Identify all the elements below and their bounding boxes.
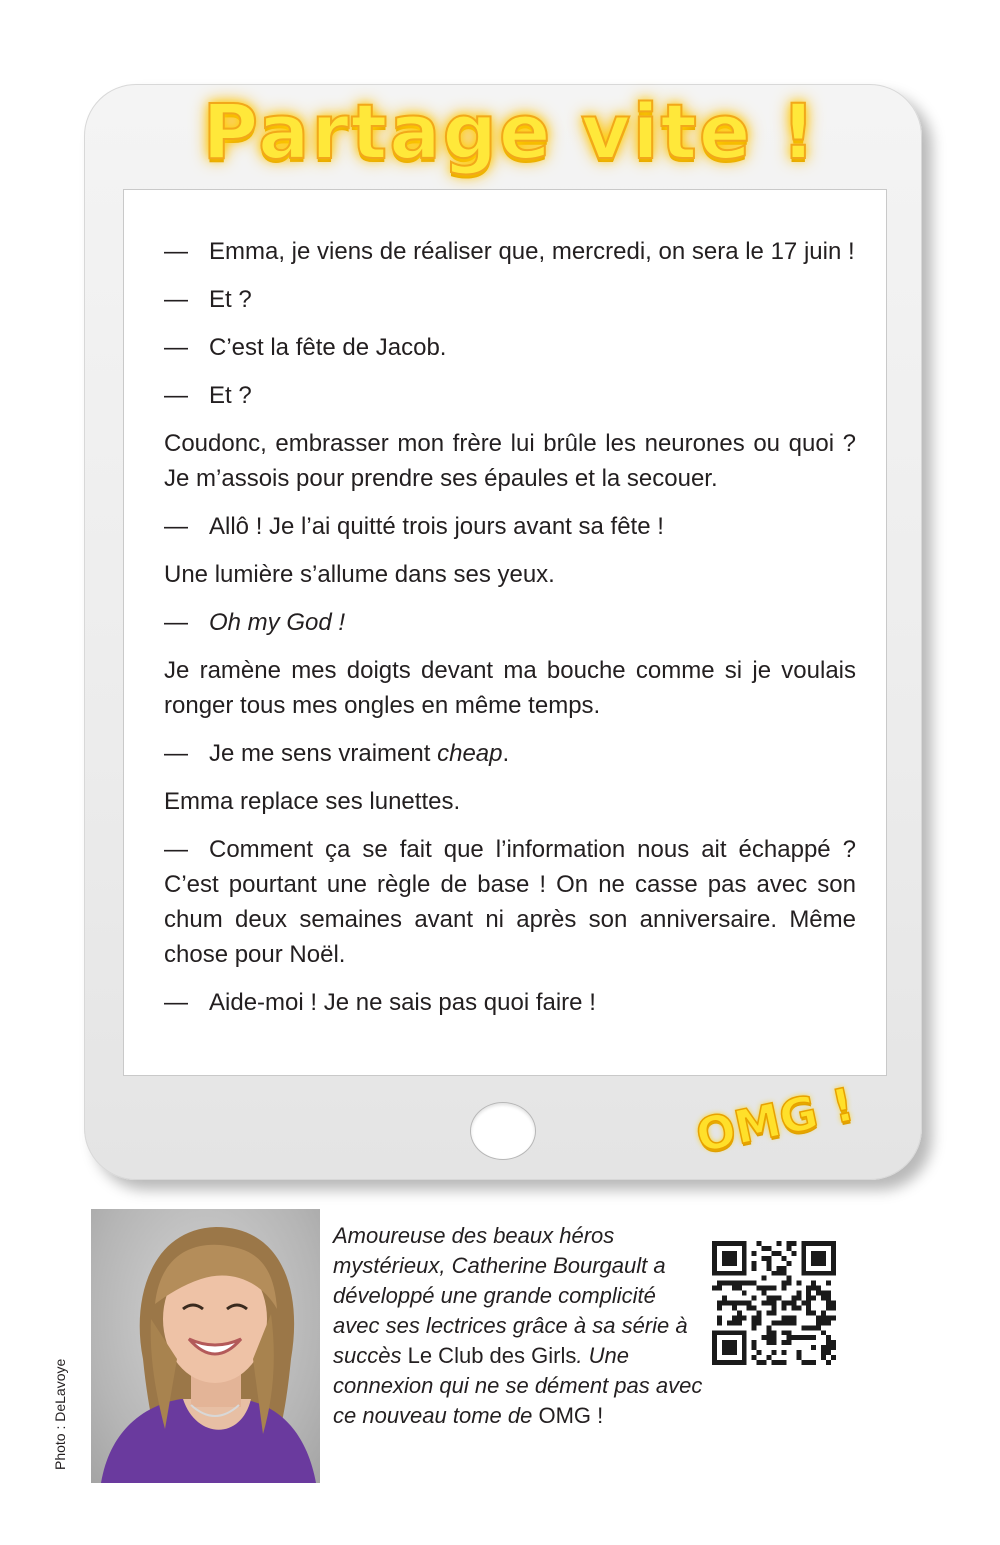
dialogue-text: Coudonc, embrasser mon frère lui brûle les neurones ou quoi ? Je m’assois pour prendre ses épaules et la secouer. xyxy=(164,430,856,492)
qr-module xyxy=(806,1296,811,1301)
qr-module xyxy=(826,1345,831,1350)
dialogue-text: Aide-moi ! Je ne sais pas quoi faire ! xyxy=(209,989,596,1016)
qr-module xyxy=(811,1325,816,1330)
qr-module xyxy=(757,1286,762,1291)
qr-module xyxy=(791,1315,796,1320)
qr-module xyxy=(742,1315,747,1320)
qr-module xyxy=(772,1350,777,1355)
qr-module xyxy=(781,1256,786,1261)
qr-module xyxy=(767,1340,772,1345)
qr-module xyxy=(757,1360,762,1365)
qr-module xyxy=(772,1310,777,1315)
qr-module xyxy=(722,1296,727,1301)
qr-module xyxy=(786,1281,791,1286)
dialogue-dash: — xyxy=(164,836,188,863)
dialogue-dash: — xyxy=(164,513,188,540)
qr-module xyxy=(811,1296,816,1301)
qr-module xyxy=(767,1310,772,1315)
qr-module xyxy=(801,1360,806,1365)
qr-module xyxy=(747,1301,752,1306)
qr-module xyxy=(786,1320,791,1325)
qr-module xyxy=(747,1281,752,1286)
qr-module xyxy=(806,1310,811,1315)
qr-module xyxy=(737,1320,742,1325)
qr-module xyxy=(737,1315,742,1320)
qr-module xyxy=(821,1355,826,1360)
qr-module xyxy=(772,1320,777,1325)
qr-module xyxy=(732,1281,737,1286)
tablet-screen xyxy=(123,189,887,1076)
qr-module xyxy=(831,1355,836,1360)
qr-module xyxy=(801,1335,806,1340)
dialogue-text: Allô ! Je l’ai quitté trois jours avant sa fête ! xyxy=(209,513,664,540)
qr-module xyxy=(786,1330,791,1335)
qr-module xyxy=(781,1271,786,1276)
qr-module xyxy=(821,1291,826,1296)
qr-module xyxy=(767,1335,772,1340)
dialogue-text: Emma replace ses lunettes. xyxy=(164,788,461,815)
qr-module xyxy=(717,1320,722,1325)
qr-module xyxy=(826,1360,831,1365)
photo-credit: Photo : DeLavoye xyxy=(52,1358,68,1470)
dialogue-text: Une lumière s’allume dans ses yeux. xyxy=(164,561,555,588)
qr-module xyxy=(712,1286,717,1291)
dialogue-paragraph xyxy=(164,653,856,723)
qr-module xyxy=(722,1301,727,1306)
qr-module xyxy=(752,1325,757,1330)
qr-module xyxy=(772,1286,777,1291)
dialogue-dash: — xyxy=(164,382,188,409)
qr-module xyxy=(806,1291,811,1296)
qr-module xyxy=(772,1330,777,1335)
qr-module xyxy=(811,1310,816,1315)
qr-module xyxy=(776,1320,781,1325)
qr-module xyxy=(796,1305,801,1310)
dialogue-paragraph xyxy=(164,426,856,496)
dialogue-paragraph xyxy=(164,605,856,640)
qr-module xyxy=(727,1301,732,1306)
qr-module xyxy=(806,1305,811,1310)
dialogue-dash: — xyxy=(164,286,188,313)
qr-module xyxy=(767,1330,772,1335)
qr-module xyxy=(811,1286,816,1291)
dialogue-paragraph xyxy=(164,784,856,819)
dialogue-dash: — xyxy=(164,740,188,767)
qr-module xyxy=(786,1261,791,1266)
qr-module xyxy=(791,1241,796,1246)
qr-module xyxy=(767,1266,772,1271)
bio-text-part3: ! xyxy=(591,1403,604,1428)
qr-module xyxy=(801,1325,806,1330)
qr-module xyxy=(752,1261,757,1266)
qr-module xyxy=(806,1325,811,1330)
qr-module xyxy=(781,1350,786,1355)
home-button-icon xyxy=(470,1102,536,1160)
qr-module xyxy=(781,1330,786,1335)
dialogue-text: Et ? xyxy=(209,382,252,409)
qr-module xyxy=(806,1301,811,1306)
qr-module xyxy=(767,1301,772,1306)
qr-module xyxy=(737,1286,742,1291)
qr-module xyxy=(816,1286,821,1291)
qr-module xyxy=(772,1296,777,1301)
qr-module xyxy=(826,1291,831,1296)
qr-module xyxy=(727,1320,732,1325)
qr-module xyxy=(767,1296,772,1301)
qr-module xyxy=(781,1320,786,1325)
qr-module xyxy=(791,1301,796,1306)
dialogue-paragraph xyxy=(164,282,856,317)
qr-module xyxy=(752,1320,757,1325)
qr-module xyxy=(776,1360,781,1365)
qr-module xyxy=(811,1345,816,1350)
dialogue-text: Je me sens vraiment xyxy=(209,740,438,767)
qr-module xyxy=(767,1246,772,1251)
qr-module xyxy=(767,1286,772,1291)
qr-module xyxy=(732,1320,737,1325)
author-portrait-image xyxy=(91,1209,320,1483)
qr-module xyxy=(717,1301,722,1306)
qr-module xyxy=(762,1301,767,1306)
bio-book-title: OMG xyxy=(538,1403,592,1428)
qr-module xyxy=(796,1291,801,1296)
qr-code-icon[interactable] xyxy=(712,1241,836,1365)
qr-module xyxy=(831,1301,836,1306)
dialogue-paragraph xyxy=(164,330,856,365)
qr-module xyxy=(821,1315,826,1320)
dialogue-italic: Oh my God ! xyxy=(209,609,346,636)
qr-module xyxy=(786,1315,791,1320)
qr-module xyxy=(772,1271,777,1276)
qr-module xyxy=(826,1340,831,1345)
qr-module xyxy=(796,1281,801,1286)
qr-module xyxy=(737,1310,742,1315)
qr-module xyxy=(762,1360,767,1365)
qr-module xyxy=(752,1281,757,1286)
qr-module xyxy=(821,1345,826,1350)
qr-module xyxy=(781,1360,786,1365)
qr-module xyxy=(776,1251,781,1256)
qr-module xyxy=(816,1320,821,1325)
dialogue-dash: — xyxy=(164,609,188,636)
qr-module xyxy=(806,1335,811,1340)
qr-module xyxy=(781,1281,786,1286)
qr-module xyxy=(791,1296,796,1301)
qr-module xyxy=(826,1305,831,1310)
qr-module xyxy=(811,1335,816,1340)
qr-module xyxy=(791,1251,796,1256)
dialogue-paragraph xyxy=(164,557,856,592)
omg-logo: OMG ! xyxy=(691,1076,859,1164)
qr-module xyxy=(752,1266,757,1271)
qr-module xyxy=(752,1315,757,1320)
qr-module xyxy=(796,1350,801,1355)
qr-module xyxy=(772,1251,777,1256)
qr-module xyxy=(791,1335,796,1340)
qr-module xyxy=(752,1305,757,1310)
qr-module xyxy=(821,1350,826,1355)
qr-module xyxy=(767,1355,772,1360)
qr-module xyxy=(806,1360,811,1365)
qr-module xyxy=(762,1246,767,1251)
dialogue-excerpt xyxy=(164,234,856,1033)
qr-module xyxy=(826,1335,831,1340)
qr-module xyxy=(772,1301,777,1306)
qr-module xyxy=(786,1335,791,1340)
dialogue-paragraph xyxy=(164,832,856,972)
qr-module xyxy=(767,1256,772,1261)
qr-module xyxy=(781,1286,786,1291)
qr-module xyxy=(781,1305,786,1310)
qr-module xyxy=(816,1325,821,1330)
qr-module xyxy=(752,1340,757,1345)
bio-text-part1: Amoureuse des beaux héros mystérieux, Catherine Bourgault a développé une grande complicité avec ses lectrices grâce à sa série à succès xyxy=(333,1223,688,1368)
qr-module xyxy=(826,1315,831,1320)
author-photo xyxy=(91,1209,320,1483)
qr-module xyxy=(831,1305,836,1310)
qr-module xyxy=(742,1291,747,1296)
qr-module xyxy=(757,1315,762,1320)
dialogue-text: Et ? xyxy=(209,286,252,313)
qr-module xyxy=(732,1286,737,1291)
qr-module xyxy=(776,1296,781,1301)
qr-module xyxy=(762,1291,767,1296)
dialogue-paragraph xyxy=(164,736,856,771)
qr-module xyxy=(801,1301,806,1306)
qr-module xyxy=(772,1340,777,1345)
bio-series-title: Le Club des Girls xyxy=(407,1343,577,1368)
dialogue-italic: cheap xyxy=(437,740,503,767)
qr-module xyxy=(786,1276,791,1281)
qr-module xyxy=(762,1286,767,1291)
qr-module xyxy=(752,1355,757,1360)
qr-module xyxy=(737,1301,742,1306)
dialogue-text-after: . xyxy=(502,740,510,767)
qr-module xyxy=(742,1281,747,1286)
page-title: Partage vite ! xyxy=(202,87,818,176)
qr-module xyxy=(811,1281,816,1286)
qr-module xyxy=(781,1266,786,1271)
dialogue-paragraph xyxy=(164,234,856,269)
qr-module xyxy=(767,1325,772,1330)
qr-module xyxy=(826,1320,831,1325)
qr-module xyxy=(717,1305,722,1310)
qr-module xyxy=(786,1340,791,1345)
dialogue-paragraph xyxy=(164,985,856,1020)
qr-module xyxy=(727,1281,732,1286)
qr-module xyxy=(821,1320,826,1325)
qr-module xyxy=(781,1301,786,1306)
qr-module xyxy=(762,1276,767,1281)
qr-module xyxy=(722,1281,727,1286)
qr-module xyxy=(826,1281,831,1286)
qr-module xyxy=(717,1315,722,1320)
qr-module xyxy=(796,1296,801,1301)
qr-module xyxy=(796,1335,801,1340)
qr-module xyxy=(831,1345,836,1350)
qr-module xyxy=(732,1301,737,1306)
qr-module xyxy=(757,1320,762,1325)
qr-module xyxy=(786,1241,791,1246)
dialogue-text: Je ramène mes doigts devant ma bouche comme si je voulais ronger tous mes ongles en même temps. xyxy=(164,657,856,719)
qr-module xyxy=(816,1291,821,1296)
dialogue-dash: — xyxy=(164,238,188,265)
qr-module xyxy=(737,1281,742,1286)
qr-module xyxy=(767,1261,772,1266)
qr-module xyxy=(757,1241,762,1246)
qr-module xyxy=(752,1345,757,1350)
qr-module xyxy=(826,1301,831,1306)
qr-module xyxy=(826,1296,831,1301)
qr-module xyxy=(757,1350,762,1355)
qr-module xyxy=(791,1320,796,1325)
qr-module xyxy=(806,1286,811,1291)
author-bio xyxy=(333,1221,703,1431)
qr-module xyxy=(786,1301,791,1306)
qr-module xyxy=(786,1246,791,1251)
qr-module xyxy=(811,1360,816,1365)
qr-module xyxy=(762,1256,767,1261)
qr-module xyxy=(781,1315,786,1320)
qr-module xyxy=(776,1271,781,1276)
qr-module xyxy=(732,1305,737,1310)
qr-module xyxy=(772,1335,777,1340)
qr-module xyxy=(781,1340,786,1345)
qr-module xyxy=(742,1301,747,1306)
qr-module xyxy=(816,1315,821,1320)
dialogue-paragraph xyxy=(164,509,856,544)
qr-module xyxy=(717,1281,722,1286)
qr-module xyxy=(752,1251,757,1256)
qr-module xyxy=(772,1360,777,1365)
qr-module xyxy=(831,1315,836,1320)
dialogue-paragraph xyxy=(164,378,856,413)
qr-module xyxy=(732,1315,737,1320)
qr-module xyxy=(757,1310,762,1315)
dialogue-text: Comment ça se fait que l’information nous ait échappé ? C’est pourtant une règle de base ! On ne casse pas avec son chum deux semaines avant ni après son anniversaire. Même chose pour Noël. xyxy=(164,836,856,968)
qr-module xyxy=(821,1296,826,1301)
qr-module xyxy=(821,1330,826,1335)
dialogue-text: C’est la fête de Jacob. xyxy=(209,334,447,361)
qr-module xyxy=(772,1305,777,1310)
qr-module xyxy=(821,1310,826,1315)
bio-text-part2: . Une connexion qui ne se dément pas avec ce nouveau tome de xyxy=(333,1343,703,1428)
qr-module xyxy=(831,1340,836,1345)
qr-module xyxy=(826,1350,831,1355)
dialogue-text: Emma, je viens de réaliser que, mercredi, on sera le 17 juin ! xyxy=(209,238,855,265)
qr-module xyxy=(747,1305,752,1310)
qr-module xyxy=(796,1355,801,1360)
qr-module xyxy=(717,1286,722,1291)
qr-module xyxy=(762,1335,767,1340)
qr-module xyxy=(791,1305,796,1310)
qr-module xyxy=(752,1296,757,1301)
dialogue-dash: — xyxy=(164,989,188,1016)
qr-module xyxy=(776,1266,781,1271)
qr-module xyxy=(776,1241,781,1246)
dialogue-dash: — xyxy=(164,334,188,361)
